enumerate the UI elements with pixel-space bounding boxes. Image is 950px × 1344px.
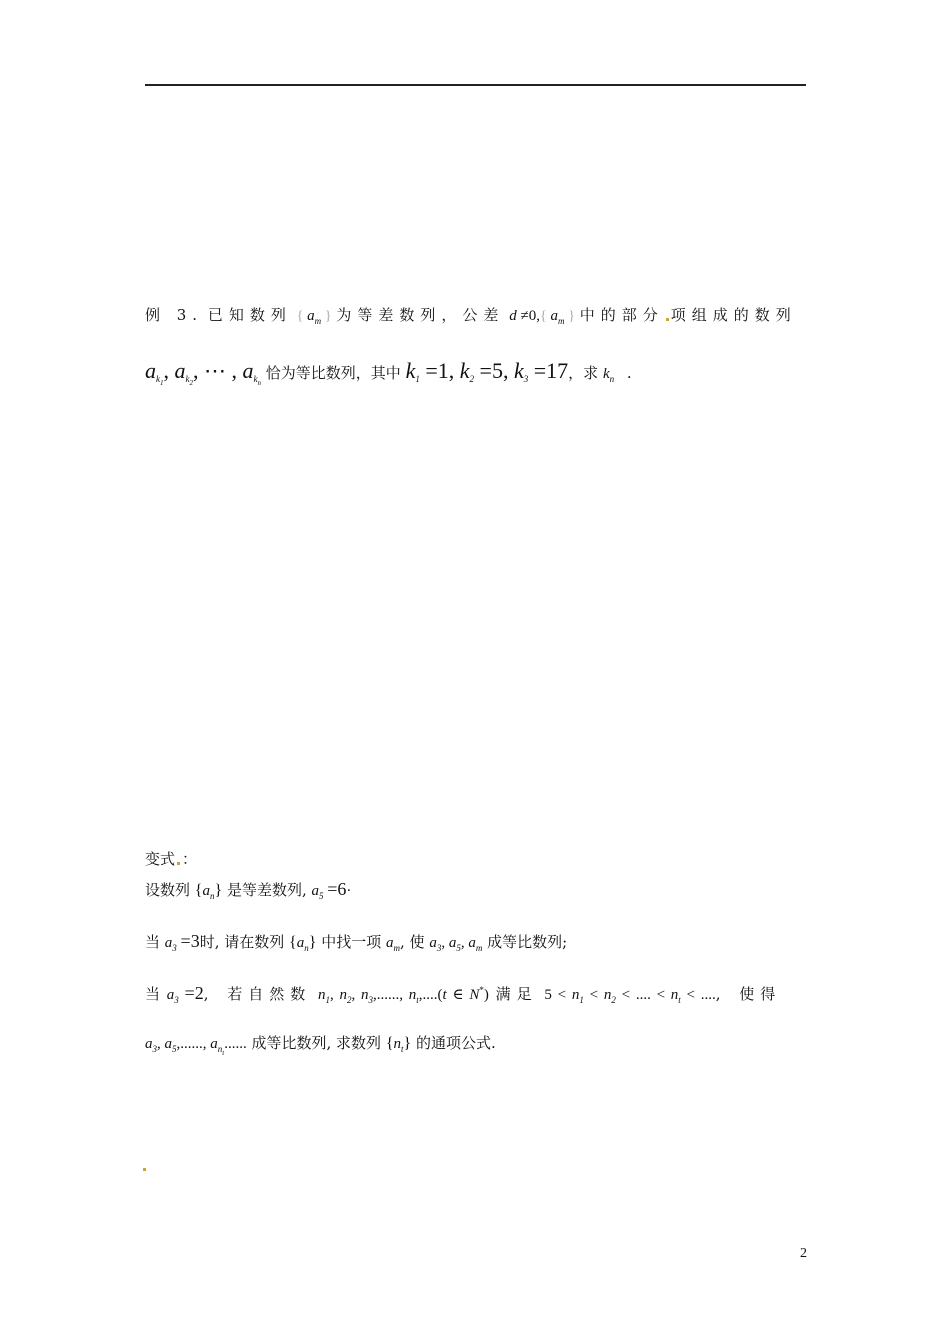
math-seq-an: $\{a_n\}$ xyxy=(194,882,223,901)
example3-text-1: 已知数列 xyxy=(207,306,292,324)
example3-text-3: 中的部分 xyxy=(579,306,664,324)
variant-l2-text-d: , 使 xyxy=(399,933,425,951)
example3-text-5: 恰为等比数列，其中 xyxy=(265,364,401,382)
math-a5-eq-6: $a_5 =6\cdot$ xyxy=(311,879,352,901)
math-a3-a5-am: $a_3$, $a_5$, $a_m$ xyxy=(429,935,483,953)
example3-line-1 xyxy=(145,308,797,326)
math-seq-am: { $a_m$ } xyxy=(296,308,332,326)
math-am: $a_m$ xyxy=(385,935,400,953)
example3-line-2 xyxy=(145,360,632,387)
math-kn: $k_n$ xyxy=(602,366,615,384)
variant-l2-text-b: 时, 请在数列 xyxy=(199,933,285,951)
variant-line-1 xyxy=(145,880,351,901)
math-a-subsequence: $a_3$, $a_5$,......, $a_{n_t}$...... xyxy=(145,1036,247,1057)
math-k-values: $k_1 =1$, $k_2 =5$, $k_3 =17$ xyxy=(405,358,569,384)
revision-mark-icon xyxy=(666,318,669,321)
page-number: 2 xyxy=(800,1246,807,1261)
example3-text-7: . xyxy=(626,364,632,382)
variant-title xyxy=(145,852,197,867)
math-n-sequence: $n_1$, $n_2$, $n_3$,......, $n_t,....(t$ ∈ N*) xyxy=(318,985,489,1005)
example3-text-4: 项组成的数列 xyxy=(670,306,797,324)
variant-l2-text-e: 成等比数列; xyxy=(487,933,568,951)
header-rule xyxy=(145,84,806,86)
math-seq-an-2: $\{a_n\}$ xyxy=(289,934,317,953)
math-d-neq-0: d ≠0,{ $a_m$ } xyxy=(509,308,575,326)
variant-line-4 xyxy=(145,1036,496,1057)
example3-label: 例 3. xyxy=(145,306,204,324)
math-subsequence: $a_{k_1}$, $a_{k_2}$, ⋯ , $a_{k_n}$ xyxy=(145,358,261,387)
math-inequality: $5 < n_1 < n_2$ < .... < $n_t$ < .... xyxy=(544,987,716,1005)
variant-l1-text-a: 设数列 xyxy=(145,881,191,899)
variant-line-2 xyxy=(145,932,567,953)
variant-title-text: 变式 xyxy=(145,850,176,868)
math-a3-eq-3: $a_3 =3$ xyxy=(164,931,200,953)
variant-l2-text-a: 当 xyxy=(145,933,161,951)
variant-l3-text-a: 当 xyxy=(145,985,161,1003)
variant-l4-text-b: 的通项公式. xyxy=(415,1034,496,1052)
math-a3-eq-2: $a_3 =2$ xyxy=(166,983,204,1005)
revision-mark-icon xyxy=(177,862,180,865)
math-seq-nt: $\{n_t\}$ xyxy=(385,1035,412,1054)
variant-l4-text-a: 成等比数列, 求数列 xyxy=(251,1034,382,1052)
variant-line-3 xyxy=(145,984,781,1005)
variant-l3-text-b: , 若自然数 xyxy=(203,985,312,1003)
example3-text-2: 为等差数列，公差 xyxy=(336,306,505,324)
variant-l3-text-d: , 使得 xyxy=(715,985,782,1003)
variant-l2-text-c: 中找一项 xyxy=(321,933,382,951)
revision-mark-icon xyxy=(143,1168,146,1171)
variant-l1-text-b: 是等差数列, xyxy=(226,881,307,899)
variant-l3-text-c: 满足 xyxy=(495,985,538,1003)
variant-title-colon: ： xyxy=(182,850,198,868)
example3-text-6: ，求 xyxy=(568,364,599,382)
